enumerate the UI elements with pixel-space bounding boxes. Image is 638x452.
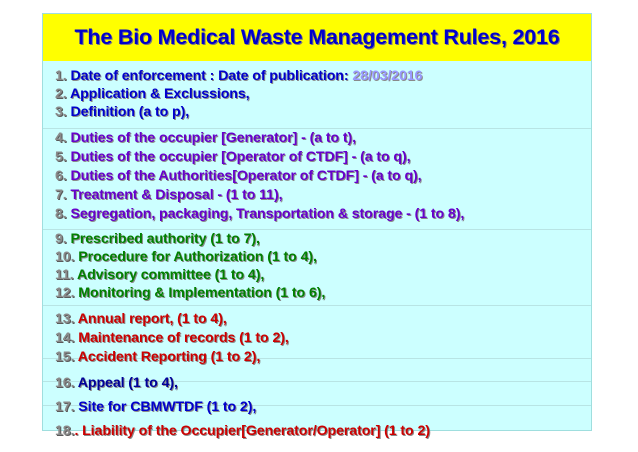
item-text: Site for CBMWTDF (1 to 2), <box>74 399 257 415</box>
item-text: Accident Reporting (1 to 2), <box>74 349 261 365</box>
list-item <box>55 104 189 120</box>
list-item <box>55 285 325 301</box>
list-item <box>55 249 317 265</box>
item-text: Monitoring & Implementation (1 to 6), <box>74 285 326 301</box>
item-number: 10. <box>55 249 75 265</box>
item-number: 18. <box>55 423 75 439</box>
list-item <box>55 423 430 439</box>
list-item <box>55 68 422 84</box>
item-number: 4. <box>55 130 67 146</box>
section-divider <box>43 305 591 306</box>
list-item <box>55 187 282 203</box>
list-item <box>55 86 249 102</box>
item-number: 5. <box>55 149 67 165</box>
item-number: 12. <box>55 285 75 301</box>
list-item <box>55 168 422 184</box>
item-number: 1. <box>55 68 67 84</box>
item-number: 8. <box>55 206 67 222</box>
item-text: Duties of the Authorities[Operator of CTDF] - (a to q), <box>70 168 422 184</box>
item-number: 3. <box>55 104 67 120</box>
item-number: 13. <box>55 311 75 327</box>
item-text: Prescribed authority (1 to 7), <box>66 231 260 247</box>
list-item <box>55 267 264 283</box>
title-bar <box>43 14 591 61</box>
item-text: Appeal (1 to 4), <box>74 375 178 391</box>
item-number: 2. <box>55 86 67 102</box>
list-item <box>55 330 289 346</box>
item-text: Date of enforcement : Date of publication: <box>70 68 349 84</box>
item-text: Procedure for Authorization (1 to 4), <box>74 249 317 265</box>
item-text: Duties of the occupier [Generator] - (a to t), <box>70 130 356 146</box>
item-text: Duties of the occupier [Operator of CTDF] - (a to q), <box>70 149 411 165</box>
list-item <box>55 399 256 415</box>
list-item <box>55 206 464 222</box>
item-text: . Liability of the Occupier[Generator/Operator] (1 to 2) <box>74 423 430 439</box>
item-number: 7. <box>55 187 67 203</box>
item-text: Definition (a to p), <box>70 104 190 120</box>
section-divider <box>43 128 591 129</box>
item-number: 16. <box>55 375 75 391</box>
item-number: 17. <box>55 399 75 415</box>
section-divider <box>43 229 591 230</box>
item-text: Segregation, packaging, Transportation & storage - (1 to 8), <box>70 206 465 222</box>
slide-title: The Bio Medical Waste Management Rules, 2016 <box>74 25 560 49</box>
item-number: 6. <box>55 168 67 184</box>
list-item <box>55 349 260 365</box>
content-panel <box>42 13 592 439</box>
item-number: 11. <box>55 267 74 283</box>
list-item <box>55 311 227 327</box>
item-text: Annual report, (1 to 4), <box>74 311 227 327</box>
item-number: 15. <box>55 349 75 365</box>
list-item <box>55 375 178 391</box>
list-item <box>55 130 356 146</box>
item-text: Advisory committee (1 to 4), <box>73 267 265 283</box>
item-number: 14. <box>55 330 75 346</box>
list-item <box>55 149 410 165</box>
item-number: 9. <box>55 231 67 247</box>
item-text: Application & Exclussions, <box>69 86 250 102</box>
publication-date: 28/03/2016 <box>348 68 423 84</box>
item-text: Maintenance of records (1 to 2), <box>74 330 289 346</box>
list-item <box>55 231 260 247</box>
item-text: Treatment & Disposal - (1 to 11), <box>70 187 283 203</box>
